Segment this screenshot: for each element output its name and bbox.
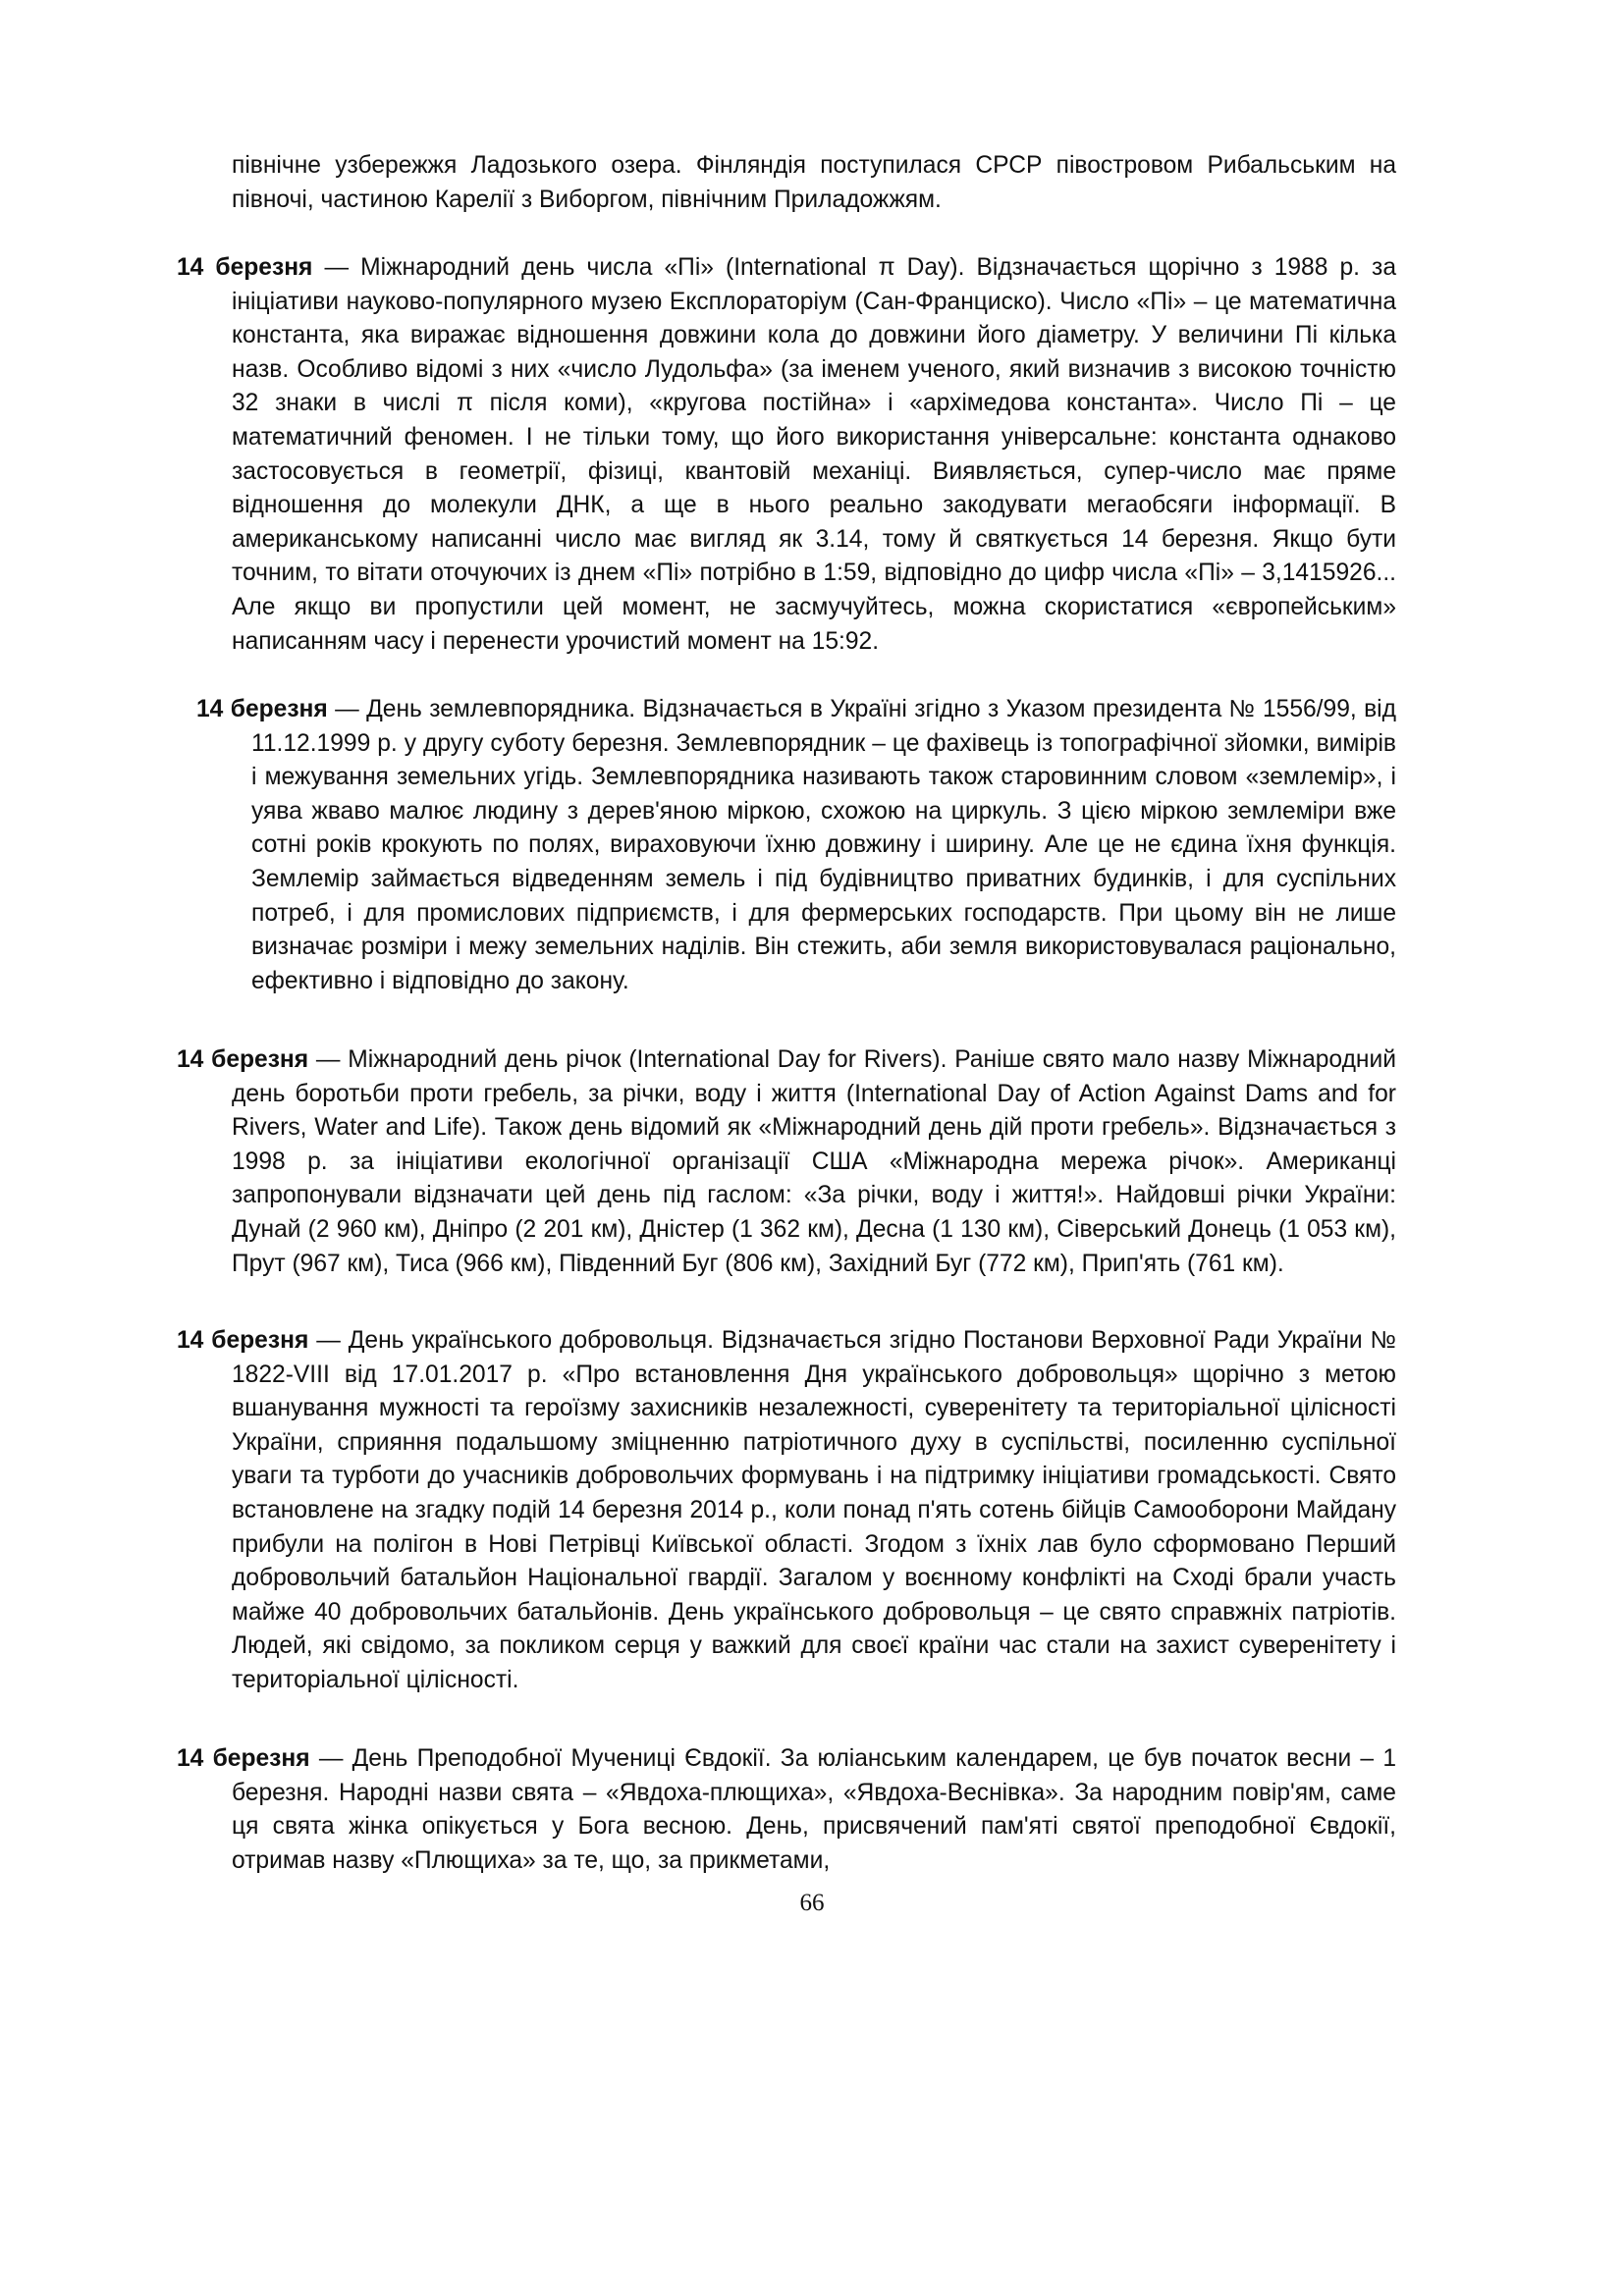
entry-date: 14 березня [177,1745,310,1772]
entry-text: — Міжнародний день річок (International Day for Rivers). Раніше свято мало назву Міжнародний день боротьби проти гребель, за річки, воду і життя (International Day of Action Against Dams and for Rivers, Water and Life). Також день відомий як «Міжнародний день дій проти гребель». Відзначається з 1998 р. за ініціативи екологічної організації США «Міжнародна мережа річок». Американці запропонували відзначати цей день під гаслом: «За річки, воду і життя!». Найдовші річки України: Дунай (2 960 км), Дніпро (2 201 км), Дністер (1 362 км), Десна (1 130 км), Сіверський Донець (1 053 км), Прут (967 км), Тиса (966 км), Південний Буг (806 км), Західний Буг (772 км), Прип'ять (761 км). [232,1046,1396,1277]
entry-text: — День землевпорядника. Відзначається в Україні згідно з Указом президента № 1556/99, від 11.12.1999 р. у другу суботу березня. Землевпорядник – це фахівець із топографічної зйомки, вимірів і межування земельних угідь. Землевпорядника називають також старовинним словом «землемір», і уява жваво малює людину з дерев'яною міркою, схожою на циркуль. З цією міркою землеміри вже сотні років крокують по полях, вираховуючи їхню довжину і ширину. Але це не єдина їхня функція. Землемір займається відведенням земель і під будівництво приватних будинків, і для суспільних потреб, і для промислових підприємств, і для фермерських господарств. При цьому він не лише визначає розміри і межу земельних наділів. Він стежить, аби земля використовувалася раціонально, ефективно і відповідно до закону. [251,696,1396,994]
entry-text: — День Преподобної Мучениці Євдокії. За юліанським календарем, це був початок весни – 1 березня. Народні назви свята – «Явдоха-плющиха», «Явдоха-Веснівка». За народним повір'ям, саме ця свята жінка опікується у Бога весною. День, присвячений пам'яті святої преподобної Євдокії, отримав назву «Плющиха» за те, що, за прикметами, [232,1745,1396,1874]
entry-pi-day [177,251,1396,659]
entry-text: — День українського добровольця. Відзначається згідно Постанови Верховної Ради України № 1822-VIII від 17.01.2017 р. «Про встановлення Дня українського добровольця» щорічно з метою вшанування мужності та героїзму захисників незалежності, суверенітету та територіальної цілісності України, сприяння подальшому зміцненню патріотичного духу в суспільстві, посиленню суспільної уваги та турботи до учасників добровольчих формувань і на підтримку ініціативи громадськості. Свято встановлене на згадку подій 14 березня 2014 р., коли понад п'ять сотень бійців Самооборони Майдану прибули на полігон в Нові Петрівці Київської області. Згодом з їхніх лав було сформовано Перший добровольчий батальйон Національної гвардії. Загалом у воєнному конфлікті на Сході брали участь майже 40 добровольчих батальйонів. День українського добровольця – це свято справжніх патріотів. Людей, які свідомо, за покликом серця у важкий для своєї країни час стали на захист суверенітету і територіальної цілісності. [232,1327,1396,1693]
entry-date: 14 березня [177,254,313,281]
entry-volunteer-day [177,1324,1396,1698]
entry-date: 14 березня [196,696,328,722]
entry-evdokia-day [177,1742,1396,1878]
entry-land-surveyor-day [196,693,1396,998]
entry-date: 14 березня [177,1046,309,1073]
continuation-paragraph: північне узбережжя Ладозького озера. Фінляндія поступилася СРСР півостровом Рибальським на півночі, частиною Карелії з Виборгом, північним Приладожжям. [232,152,1396,213]
entry-text: — Міжнародний день числа «Пі» (International π Day). Відзначається щорічно з 1988 р. за ініціативи науково-популярного музею Експлораторіум (Сан-Франциско). Число «Пі» – це математична константа, яка виражає відношення довжини кола до довжини його діаметру. У величини Пі кілька назв. Особливо відомі з них «число Лудольфа» (за іменем ученого, який визначив з високою точністю 32 знаки в числі π після коми), «кругова постійна» і «архімедова константа». Число Пі – це математичний феномен. І не тільки тому, що його використання універсальне: константа однаково застосовується в геометрії, фізиці, квантовій механіці. Виявляється, супер-число має пряме відношення до молекули ДНК, а ще в нього реально закодувати мегаобсяги інформації. В американському написанні число має вигляд як 3.14, тому й святкується 14 березня. Якщо бути точним, то вітати оточуючих із днем «Пі» потрібно в 1:59, відповідно до цифр числа «Пі» – 3,1415926... Але якщо ви пропустили цей момент, не засмучуйтесь, можна скористатися «європейським» написанням часу і перенести урочистий момент на 15:92. [232,254,1396,655]
entry-rivers-day [177,1043,1396,1281]
entry-date: 14 березня [177,1327,309,1354]
page-number: 66 [799,1890,825,1916]
